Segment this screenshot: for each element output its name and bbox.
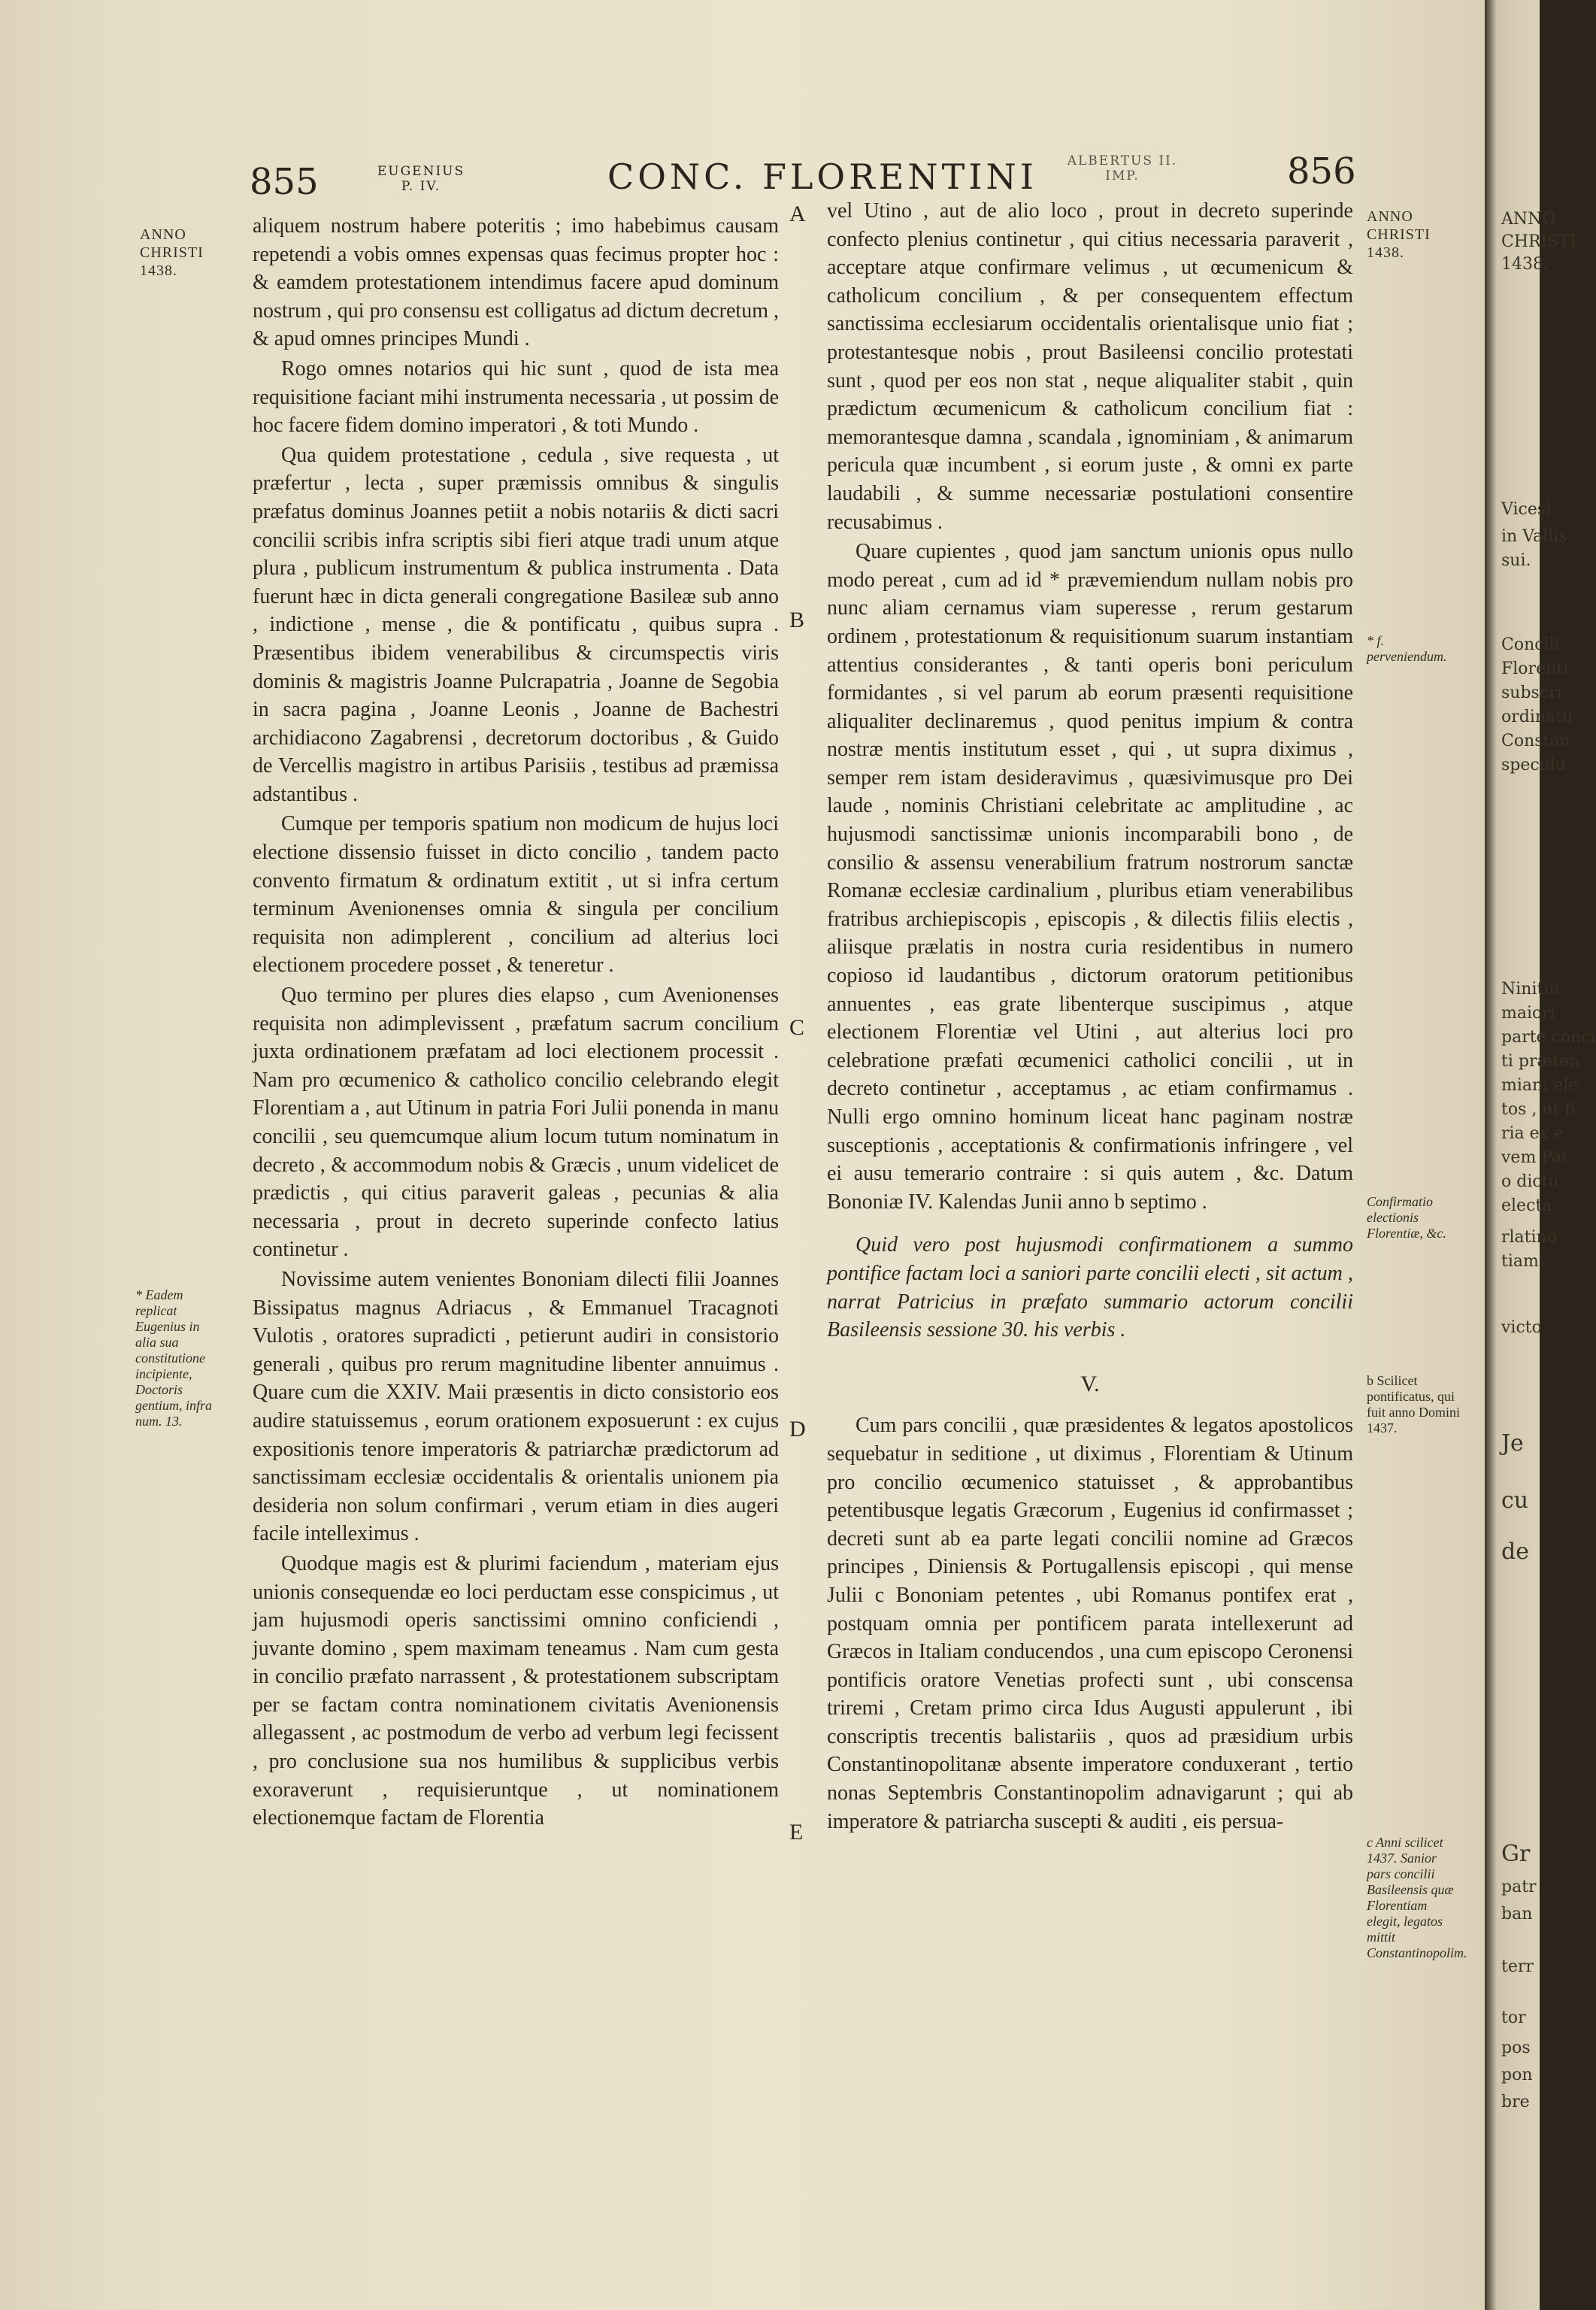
facing-fragment: electa: [1501, 1196, 1552, 1215]
margin-note-right-3: b Scilicet pontificatus, qui fuit anno Domini 1437.: [1367, 1373, 1460, 1435]
facing-fragment: maiori: [1501, 1004, 1555, 1023]
facing-fragment: Vicesi: [1501, 500, 1552, 519]
facing-fragment: vem Pat: [1501, 1148, 1569, 1167]
facing-fragment: parte conci: [1501, 1028, 1596, 1047]
left-paragraph-6: Novissime autem venientes Bononiam dilecti filii Joannes Bissipatus magnus Adriacus , & Emmanuel Tracagnoti Vulotis , oratores supradicti , petierunt audiri in consistorio generali , quibus pro rerum magnitudine libenter annuimus . Quare cum die XXIV. Maii præsentis in dicto consistorio eos audire statuissemus , eorum orationem exposuerunt : ex cujus expositionis tenore imperatoris & patriarchæ prædictorum ad sanctissimam ecclesiæ occidentalis & orientalis unionem pia desideria non solum confirmari , verum etiam in dies augeri facile intelleximus .: [253, 1267, 779, 1546]
facing-fragment: ti præten: [1501, 1052, 1580, 1071]
margin-note-left: * Eadem replicat Eugenius in alia sua constitutione incipiente, Doctoris gentium, infra num. 13.: [135, 1287, 212, 1429]
page-number-right: 856: [1287, 150, 1356, 192]
page-title: CONC. FLORENTINI: [607, 156, 1037, 197]
facing-fragment: miani ele: [1501, 1076, 1579, 1095]
section-letter-d: D: [789, 1417, 806, 1441]
running-head-left: EUGENIUS P. IV.: [377, 164, 465, 194]
margin-note-right-4: c Anni scilicet 1437. Sanior pars concilii Basileensis quæ Florentiam elegit, legatos mittit Constantinopolim.: [1367, 1835, 1467, 1960]
facing-fragment: victo: [1501, 1318, 1542, 1337]
facing-fragment: 1438.: [1501, 255, 1549, 274]
facing-fragment: bre: [1501, 2093, 1530, 2111]
section-letter-b: B: [789, 608, 805, 632]
facing-fragment: CHRISTI: [1501, 232, 1576, 251]
left-paragraph-5: Quo termino per plures dies elapso , cum Avenionenses requisita non adimplevissent , præfatum sacrum concilium juxta ordinationem præfatam ad loci electionem processit . Nam pro œcumenico & catholico concilio celebrando elegit Florentiam a , aut Utinum in patria Fori Julii ponenda in manu concilii , seu quemcumque alium locum tutum nominatum in decreto , & accommodum nobis & Græcis , unum videlicet de prædictis , qui citius paraverit galeas , pecunias & alia necessaria , prout in decreto superinde confecto latius continetur .: [253, 984, 779, 1262]
left-paragraph-2: Rogo omnes notarios qui hic sunt , quod de ista mea requisitione faciant mihi instrumenta necessaria , ut possim de hoc facere fidem domino imperatori , & toti Mundo .: [253, 356, 779, 438]
year-margin-left: ANNO CHRISTI 1438.: [140, 226, 204, 279]
right-paragraph-3: Cum pars concilii , quæ præsidentes & legatos apostolicos sequebatur in seditione , ut diximus , Florentiam & Utinum pro concilio œcumenico statuisset , & approbantibus petentibusque legatis Græcorum , Eugenius id confirmasset ; decreti sunt ab ea parte legati concilii nomine ad Græcos principes , Diniensis & Portugallensis episcopi , qui mense Julii c Bononiam petentes , ubi Romanus pontifex erat , postquam omnia per pontificem parata intellexerunt ad Græcos in Italiam conducendos , una cum episcopo Ceronensi pontificis oratore Venetias profecti sunt , ubi conscensa triremi , Cretam primo circa Idus Augusti appulerunt , ibi conscriptis trecentis balistariis , quos ad præsidium urbis Constantinopolitanæ absente imperatore conduxerant , tertio nonas Septembris Constantinopolim adnavigarunt ; qui ab imperatore & patriarcha suscepti & auditi , eis persua-: [827, 1414, 1353, 1833]
facing-page-edge: [1485, 0, 1596, 2310]
page-number-left: 855: [250, 161, 319, 203]
facing-fragment: patr: [1501, 1878, 1537, 1896]
facing-fragment: sui.: [1501, 551, 1531, 570]
facing-fragment: tor: [1501, 2008, 1526, 2027]
left-paragraph-3: Qua quidem protestatione , cedula , sive requesta , ut præfertur , lecta , super præmissis omnibus & singulis præfatus dominus Joannes petiit a nobis notariis & dicti sacri concilii scribis infra scriptis sibi fieri atque tradi unum atque plura , publicum instrumentum & publica instrumenta . Data fuerunt hæc in dicta generali congregatione Basileæ sub anno , indictione , mense , die & pontificatu , quibus supra . Præsentibus ibidem venerabilibus & circumspectis viris dominis & magistris Joanne Pulcrapatria , Joanne de Segobia in sacra pagina , Joanne Leonis , Joanne de Bachestri archidiacono Zagabrensi , decretorum doctoribus , & Guido de Vercellis magistro in artibus Parisiis , testibus ad præmissa adstantibus .: [253, 443, 779, 806]
facing-fragment: terr: [1501, 1957, 1534, 1976]
facing-fragment: ordinatu: [1501, 708, 1573, 726]
section-heading: V.: [1080, 1371, 1100, 1396]
facing-fragment: speculu: [1501, 756, 1567, 775]
running-head-right: ALBERTUS II. IMP.: [1067, 153, 1178, 183]
facing-fragment: Gr: [1501, 1841, 1531, 1867]
facing-fragment: Je: [1501, 1430, 1524, 1457]
facing-fragment: tos , ut fi: [1501, 1100, 1576, 1119]
facing-fragment: pon: [1501, 2066, 1533, 2084]
left-paragraph-1: aliquem nostrum habere poteritis ; imo habebimus causam repetendi a vobis omnes expensas quas fecimus propter hoc : & eamdem protestationem intendimus facere apud dominum nostrum , qui pro consensu est colligatus ad dictum decretum , & apud omnes principes Mundi .: [253, 214, 779, 351]
section-letter-e: E: [789, 1820, 804, 1845]
facing-fragment: Concili: [1501, 635, 1560, 654]
summary-note: Quid vero post hujusmodi confirmationem a summo pontifice factam loci a saniori parte concilii electi , sit actum , narrat Patricius in præfato summario actorum concilii Basileensis sessione 30. his verbis .: [827, 1233, 1353, 1342]
section-letter-c: C: [789, 1015, 805, 1040]
facing-fragment: rlatino: [1501, 1228, 1557, 1247]
left-column: [253, 212, 779, 1834]
facing-fragment: tiam: [1501, 1252, 1539, 1271]
left-paragraph-4: Cumque per temporis spatium non modicum de hujus loci electione dissensio fuisset in dicto concilio , tandem pacto convento firmatum & ordinatum extitit , ut si infra certum terminum Avenionenses omnia & singula per concilium requisita non adimplerent , concilium ad alterius loci electionem procedere posset , & teneretur .: [253, 812, 779, 978]
facing-fragment: Ninitiu: [1501, 980, 1560, 999]
facing-fragment: Constan: [1501, 732, 1570, 750]
right-paragraph-2: Quare cupientes , quod jam sanctum unionis opus nullo modo pereat , cum ad id * prævemiendum nullam nobis pro nunc aliam cernamus viam superesse , rerum gestarum ordinem , protestationum & requisitionum suarum instantiam attentius considerantes , & tanti operis boni periculum formidantes , si vel parum ab eorum præsenti requisitione aliqualiter declinaremus , quod penitus impium & contra nostræ mentis institutum esset , qui , ut supra diximus , semper rem istam desideravimus , quæsivimusque pro Dei laude , nominis Christiani celebritate ac amplitudine , ac hujusmodi sanctissimæ unionis incomparabili bono , de consilio & assensu venerabilium fratrum nostrorum sanctæ Romanæ ecclesiæ cardinalium , pluribus etiam venerabilibus fratribus archiepiscopis , episcopis , & dilectis filiis electis , aliisque prælatis in nostra curia residentibus in numero copioso id laudantibus , dictorum oratorum petitionibus annuentes , eas grate libenterque suscipimus , atque electionem Florentiæ vel Utini , aut alterius loci pro celebratione præfati œcumenici catholici concilii , ut in decreto continetur , acceptamus , ac etiam confirmamus . Nulli ergo omnino hominum liceat hanc paginam nostræ susceptionis , acceptationis & confirmationis infringere , vel ei ausu temerario contraire : si quis autem , &c. Datum Bononiæ IV. Kalendas Junii anno b septimo .: [827, 540, 1353, 1214]
right-paragraph-1: vel Utino , aut de alio loco , prout in decreto superinde confecto plenius continetur , qui citius necessaria paraverit , acceptare atque confirmare velimus , ut œcumenicum & catholicum concilium , & per consequentem effectum sanctissima ecclesiarum occidentalis orientalisque unio fiat ; protestantesque nobis , prout Basileensi concilio protestati sunt , quod per eos non stat , neque aliqualiter stabit , quin prædictum œcumenicum & catholicum concilium fiat : memorantesque damna , scandala , ignominiam , & animarum pericula quæ incumbent , si eorum juste , & omni ex parte laudabili , & summe necessariæ postulationi consentire recusabimus .: [827, 199, 1353, 534]
facing-fragment: ANNO: [1501, 210, 1556, 229]
facing-fragment: pos: [1501, 2039, 1531, 2057]
facing-fragment: in Vallis: [1501, 527, 1567, 546]
facing-fragment: ria ex e: [1501, 1124, 1564, 1143]
left-paragraph-7: Quodque magis est & plurimi faciendum , materiam ejus unionis consequendæ eo loci perductam esse conspicimus , ut jam hujusmodi operis sanctissimi omnino conficiendi , juvante domino , spem maximam teneamus . Nam cum gesta in concilio præfato narrassent , & protestationem subscriptam per se factam contra nominationem civitatis Avenionensis allegassent , ac postmodum de verbo ad verbum legi fecissent , pro conclusione sua nos humilibus & supplicibus verbis exoraverunt , requisieruntque , ut nominationem electionemque factam de Florentia: [253, 1551, 779, 1830]
facing-fragment: subscri: [1501, 684, 1562, 702]
facing-fragment: ban: [1501, 1905, 1533, 1923]
facing-fragment: Florenti: [1501, 659, 1569, 678]
margin-note-right-2: Confirmatio electionis Florentiæ, &c.: [1367, 1194, 1446, 1241]
facing-fragment: cu: [1501, 1487, 1529, 1514]
year-margin-right: ANNO CHRISTI 1438.: [1367, 208, 1431, 261]
margin-note-right-1: * f. perveniendum.: [1367, 633, 1447, 664]
facing-fragment: o dictu: [1501, 1172, 1559, 1191]
facing-fragment: de: [1501, 1538, 1529, 1565]
section-letter-a: A: [789, 202, 806, 226]
right-column: [827, 197, 1353, 1837]
